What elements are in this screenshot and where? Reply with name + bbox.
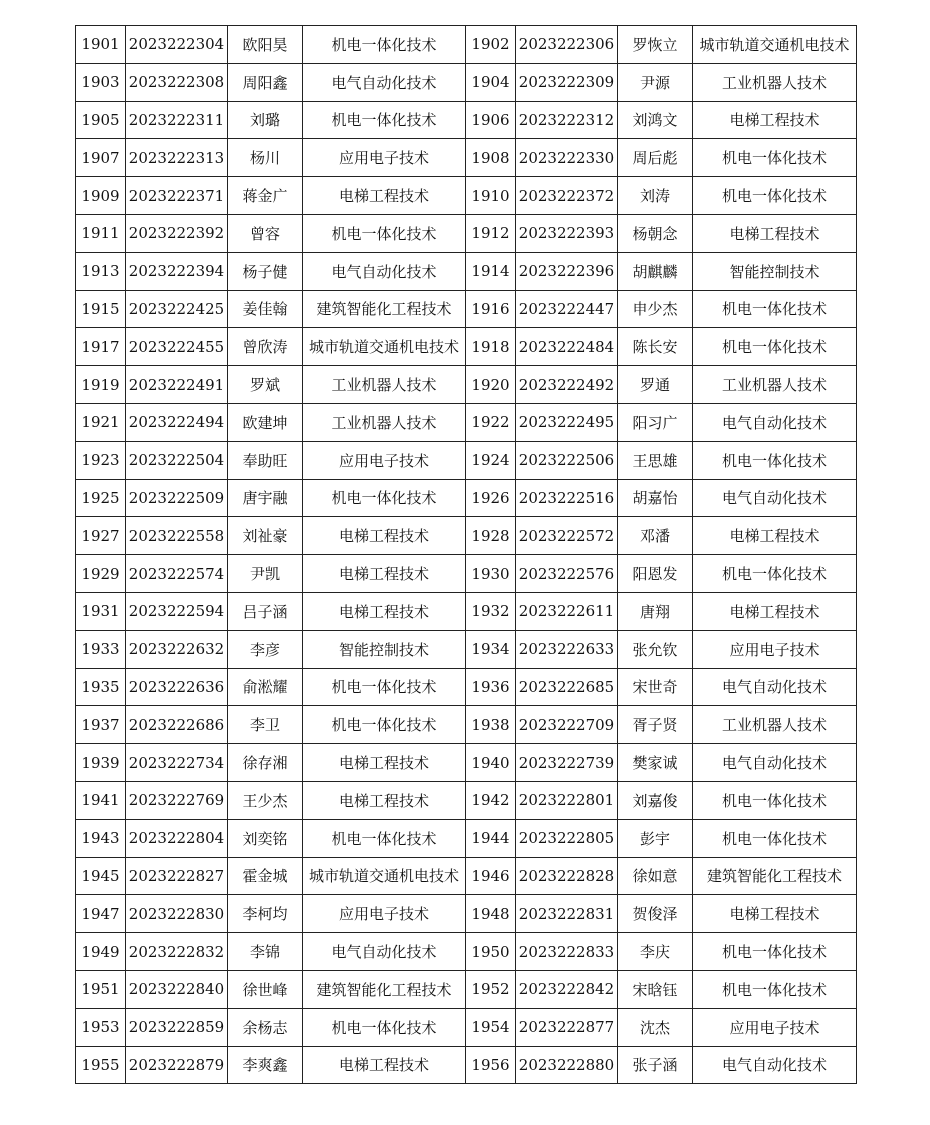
student-id-cell: 2023222632 xyxy=(126,630,228,668)
sequence-number-cell: 1901 xyxy=(76,26,126,64)
student-id-cell: 2023222455 xyxy=(126,328,228,366)
sequence-number-cell: 1921 xyxy=(76,403,126,441)
sequence-number-cell: 1940 xyxy=(466,744,516,782)
major-cell: 机电一体化技术 xyxy=(693,328,857,366)
sequence-number-cell: 1947 xyxy=(76,895,126,933)
student-name-cell: 刘璐 xyxy=(228,101,303,139)
table-row xyxy=(76,517,857,555)
sequence-number-cell: 1952 xyxy=(466,970,516,1008)
student-name-cell: 胥子贤 xyxy=(618,706,693,744)
table-row xyxy=(76,252,857,290)
student-id-cell: 2023222633 xyxy=(516,630,618,668)
major-cell: 机电一体化技术 xyxy=(303,706,466,744)
student-id-cell: 2023222484 xyxy=(516,328,618,366)
major-cell: 电梯工程技术 xyxy=(303,555,466,593)
sequence-number-cell: 1919 xyxy=(76,366,126,404)
sequence-number-cell: 1908 xyxy=(466,139,516,177)
student-name-cell: 唐宇融 xyxy=(228,479,303,517)
student-name-cell: 王少杰 xyxy=(228,781,303,819)
student-id-cell: 2023222709 xyxy=(516,706,618,744)
table-row xyxy=(76,63,857,101)
student-name-cell: 樊家诚 xyxy=(618,744,693,782)
sequence-number-cell: 1902 xyxy=(466,26,516,64)
sequence-number-cell: 1910 xyxy=(466,177,516,215)
sequence-number-cell: 1911 xyxy=(76,214,126,252)
student-name-cell: 欧阳昊 xyxy=(228,26,303,64)
sequence-number-cell: 1918 xyxy=(466,328,516,366)
major-cell: 机电一体化技术 xyxy=(303,101,466,139)
sequence-number-cell: 1930 xyxy=(466,555,516,593)
student-id-cell: 2023222831 xyxy=(516,895,618,933)
student-id-cell: 2023222492 xyxy=(516,366,618,404)
student-name-cell: 刘嘉俊 xyxy=(618,781,693,819)
table-row xyxy=(76,819,857,857)
student-name-cell: 杨川 xyxy=(228,139,303,177)
major-cell: 应用电子技术 xyxy=(303,139,466,177)
student-name-cell: 宋晗钰 xyxy=(618,970,693,1008)
student-name-cell: 李卫 xyxy=(228,706,303,744)
student-id-cell: 2023222574 xyxy=(126,555,228,593)
student-name-cell: 罗恢立 xyxy=(618,26,693,64)
student-name-cell: 李爽鑫 xyxy=(228,1046,303,1084)
sequence-number-cell: 1923 xyxy=(76,441,126,479)
student-id-cell: 2023222804 xyxy=(126,819,228,857)
sequence-number-cell: 1927 xyxy=(76,517,126,555)
student-name-cell: 沈杰 xyxy=(618,1008,693,1046)
sequence-number-cell: 1946 xyxy=(466,857,516,895)
major-cell: 城市轨道交通机电技术 xyxy=(303,857,466,895)
sequence-number-cell: 1939 xyxy=(76,744,126,782)
student-id-cell: 2023222491 xyxy=(126,366,228,404)
student-name-cell: 尹源 xyxy=(618,63,693,101)
major-cell: 电梯工程技术 xyxy=(303,517,466,555)
major-cell: 电气自动化技术 xyxy=(303,63,466,101)
major-cell: 智能控制技术 xyxy=(693,252,857,290)
major-cell: 电气自动化技术 xyxy=(693,668,857,706)
student-name-cell: 曾容 xyxy=(228,214,303,252)
major-cell: 建筑智能化工程技术 xyxy=(303,290,466,328)
major-cell: 工业机器人技术 xyxy=(693,63,857,101)
student-roster-table xyxy=(75,25,857,1084)
sequence-number-cell: 1948 xyxy=(466,895,516,933)
student-id-cell: 2023222425 xyxy=(126,290,228,328)
student-id-cell: 2023222330 xyxy=(516,139,618,177)
sequence-number-cell: 1926 xyxy=(466,479,516,517)
major-cell: 机电一体化技术 xyxy=(303,1008,466,1046)
student-name-cell: 刘鸿文 xyxy=(618,101,693,139)
major-cell: 机电一体化技术 xyxy=(303,214,466,252)
table-row xyxy=(76,668,857,706)
student-id-cell: 2023222828 xyxy=(516,857,618,895)
student-name-cell: 奉助旺 xyxy=(228,441,303,479)
student-name-cell: 阳恩发 xyxy=(618,555,693,593)
sequence-number-cell: 1942 xyxy=(466,781,516,819)
sequence-number-cell: 1956 xyxy=(466,1046,516,1084)
table-row xyxy=(76,26,857,64)
major-cell: 机电一体化技术 xyxy=(303,479,466,517)
student-name-cell: 李柯均 xyxy=(228,895,303,933)
table-row xyxy=(76,555,857,593)
student-name-cell: 李庆 xyxy=(618,933,693,971)
student-name-cell: 宋世奇 xyxy=(618,668,693,706)
table-row xyxy=(76,1008,857,1046)
major-cell: 机电一体化技术 xyxy=(693,441,857,479)
student-id-cell: 2023222313 xyxy=(126,139,228,177)
student-name-cell: 邓潘 xyxy=(618,517,693,555)
student-id-cell: 2023222769 xyxy=(126,781,228,819)
major-cell: 电梯工程技术 xyxy=(693,895,857,933)
sequence-number-cell: 1935 xyxy=(76,668,126,706)
student-id-cell: 2023222509 xyxy=(126,479,228,517)
major-cell: 工业机器人技术 xyxy=(303,403,466,441)
student-id-cell: 2023222880 xyxy=(516,1046,618,1084)
student-name-cell: 周阳鑫 xyxy=(228,63,303,101)
roster-body xyxy=(76,26,857,1084)
sequence-number-cell: 1913 xyxy=(76,252,126,290)
table-row xyxy=(76,1046,857,1084)
student-id-cell: 2023222304 xyxy=(126,26,228,64)
major-cell: 电气自动化技术 xyxy=(303,252,466,290)
student-id-cell: 2023222734 xyxy=(126,744,228,782)
sequence-number-cell: 1950 xyxy=(466,933,516,971)
sequence-number-cell: 1924 xyxy=(466,441,516,479)
student-name-cell: 周后彪 xyxy=(618,139,693,177)
table-row xyxy=(76,857,857,895)
sequence-number-cell: 1916 xyxy=(466,290,516,328)
sequence-number-cell: 1903 xyxy=(76,63,126,101)
major-cell: 电梯工程技术 xyxy=(303,744,466,782)
major-cell: 机电一体化技术 xyxy=(693,177,857,215)
sequence-number-cell: 1932 xyxy=(466,592,516,630)
student-name-cell: 李锦 xyxy=(228,933,303,971)
student-name-cell: 尹凯 xyxy=(228,555,303,593)
student-id-cell: 2023222312 xyxy=(516,101,618,139)
sequence-number-cell: 1925 xyxy=(76,479,126,517)
table-row xyxy=(76,781,857,819)
sequence-number-cell: 1955 xyxy=(76,1046,126,1084)
major-cell: 电梯工程技术 xyxy=(303,1046,466,1084)
student-id-cell: 2023222494 xyxy=(126,403,228,441)
student-name-cell: 蒋金广 xyxy=(228,177,303,215)
student-name-cell: 申少杰 xyxy=(618,290,693,328)
sequence-number-cell: 1931 xyxy=(76,592,126,630)
sequence-number-cell: 1953 xyxy=(76,1008,126,1046)
sequence-number-cell: 1949 xyxy=(76,933,126,971)
student-id-cell: 2023222832 xyxy=(126,933,228,971)
student-id-cell: 2023222827 xyxy=(126,857,228,895)
student-name-cell: 欧建坤 xyxy=(228,403,303,441)
student-id-cell: 2023222859 xyxy=(126,1008,228,1046)
sequence-number-cell: 1945 xyxy=(76,857,126,895)
major-cell: 电梯工程技术 xyxy=(693,517,857,555)
major-cell: 机电一体化技术 xyxy=(693,933,857,971)
table-row xyxy=(76,139,857,177)
sequence-number-cell: 1917 xyxy=(76,328,126,366)
student-name-cell: 杨子健 xyxy=(228,252,303,290)
student-id-cell: 2023222611 xyxy=(516,592,618,630)
student-name-cell: 吕子涵 xyxy=(228,592,303,630)
student-id-cell: 2023222308 xyxy=(126,63,228,101)
table-row xyxy=(76,744,857,782)
major-cell: 应用电子技术 xyxy=(303,441,466,479)
student-id-cell: 2023222372 xyxy=(516,177,618,215)
major-cell: 工业机器人技术 xyxy=(303,366,466,404)
student-id-cell: 2023222877 xyxy=(516,1008,618,1046)
student-id-cell: 2023222306 xyxy=(516,26,618,64)
table-row xyxy=(76,366,857,404)
table-row xyxy=(76,177,857,215)
sequence-number-cell: 1907 xyxy=(76,139,126,177)
major-cell: 机电一体化技术 xyxy=(303,668,466,706)
student-name-cell: 王思雄 xyxy=(618,441,693,479)
sequence-number-cell: 1941 xyxy=(76,781,126,819)
major-cell: 机电一体化技术 xyxy=(693,819,857,857)
student-id-cell: 2023222830 xyxy=(126,895,228,933)
major-cell: 机电一体化技术 xyxy=(303,26,466,64)
sequence-number-cell: 1943 xyxy=(76,819,126,857)
student-id-cell: 2023222396 xyxy=(516,252,618,290)
major-cell: 电梯工程技术 xyxy=(303,781,466,819)
student-id-cell: 2023222833 xyxy=(516,933,618,971)
table-row xyxy=(76,479,857,517)
major-cell: 建筑智能化工程技术 xyxy=(693,857,857,895)
major-cell: 电气自动化技术 xyxy=(693,403,857,441)
sequence-number-cell: 1905 xyxy=(76,101,126,139)
student-name-cell: 俞淞耀 xyxy=(228,668,303,706)
sequence-number-cell: 1915 xyxy=(76,290,126,328)
major-cell: 电气自动化技术 xyxy=(303,933,466,971)
student-name-cell: 余杨志 xyxy=(228,1008,303,1046)
student-name-cell: 彭宇 xyxy=(618,819,693,857)
table-row xyxy=(76,706,857,744)
student-name-cell: 罗通 xyxy=(618,366,693,404)
student-name-cell: 贺俊泽 xyxy=(618,895,693,933)
student-id-cell: 2023222311 xyxy=(126,101,228,139)
student-id-cell: 2023222840 xyxy=(126,970,228,1008)
major-cell: 机电一体化技术 xyxy=(693,139,857,177)
sequence-number-cell: 1938 xyxy=(466,706,516,744)
student-name-cell: 罗斌 xyxy=(228,366,303,404)
table-row xyxy=(76,933,857,971)
table-row xyxy=(76,970,857,1008)
major-cell: 应用电子技术 xyxy=(693,1008,857,1046)
student-id-cell: 2023222686 xyxy=(126,706,228,744)
major-cell: 电梯工程技术 xyxy=(693,592,857,630)
student-id-cell: 2023222504 xyxy=(126,441,228,479)
sequence-number-cell: 1929 xyxy=(76,555,126,593)
table-row xyxy=(76,328,857,366)
sequence-number-cell: 1928 xyxy=(466,517,516,555)
major-cell: 城市轨道交通机电技术 xyxy=(303,328,466,366)
major-cell: 机电一体化技术 xyxy=(693,555,857,593)
table-row xyxy=(76,441,857,479)
student-name-cell: 胡嘉怡 xyxy=(618,479,693,517)
sequence-number-cell: 1936 xyxy=(466,668,516,706)
student-id-cell: 2023222572 xyxy=(516,517,618,555)
student-name-cell: 姜佳翰 xyxy=(228,290,303,328)
table-row xyxy=(76,214,857,252)
student-name-cell: 刘奕铭 xyxy=(228,819,303,857)
major-cell: 应用电子技术 xyxy=(693,630,857,668)
major-cell: 电气自动化技术 xyxy=(693,744,857,782)
major-cell: 电气自动化技术 xyxy=(693,479,857,517)
sequence-number-cell: 1912 xyxy=(466,214,516,252)
student-name-cell: 张允钦 xyxy=(618,630,693,668)
student-id-cell: 2023222558 xyxy=(126,517,228,555)
sequence-number-cell: 1951 xyxy=(76,970,126,1008)
student-id-cell: 2023222309 xyxy=(516,63,618,101)
major-cell: 工业机器人技术 xyxy=(693,366,857,404)
student-id-cell: 2023222506 xyxy=(516,441,618,479)
student-id-cell: 2023222805 xyxy=(516,819,618,857)
student-id-cell: 2023222576 xyxy=(516,555,618,593)
major-cell: 机电一体化技术 xyxy=(693,290,857,328)
major-cell: 应用电子技术 xyxy=(303,895,466,933)
student-name-cell: 杨朝念 xyxy=(618,214,693,252)
table-row xyxy=(76,592,857,630)
student-name-cell: 阳习广 xyxy=(618,403,693,441)
student-name-cell: 胡麒麟 xyxy=(618,252,693,290)
sequence-number-cell: 1954 xyxy=(466,1008,516,1046)
student-name-cell: 陈长安 xyxy=(618,328,693,366)
student-name-cell: 张子涵 xyxy=(618,1046,693,1084)
student-id-cell: 2023222636 xyxy=(126,668,228,706)
table-row xyxy=(76,101,857,139)
major-cell: 电梯工程技术 xyxy=(693,101,857,139)
major-cell: 电梯工程技术 xyxy=(693,214,857,252)
student-id-cell: 2023222801 xyxy=(516,781,618,819)
sequence-number-cell: 1934 xyxy=(466,630,516,668)
student-name-cell: 曾欣涛 xyxy=(228,328,303,366)
student-id-cell: 2023222447 xyxy=(516,290,618,328)
student-id-cell: 2023222685 xyxy=(516,668,618,706)
table-row xyxy=(76,290,857,328)
major-cell: 机电一体化技术 xyxy=(693,970,857,1008)
student-name-cell: 徐世峰 xyxy=(228,970,303,1008)
student-name-cell: 刘涛 xyxy=(618,177,693,215)
student-id-cell: 2023222516 xyxy=(516,479,618,517)
major-cell: 机电一体化技术 xyxy=(693,781,857,819)
major-cell: 智能控制技术 xyxy=(303,630,466,668)
student-id-cell: 2023222393 xyxy=(516,214,618,252)
sequence-number-cell: 1906 xyxy=(466,101,516,139)
student-id-cell: 2023222371 xyxy=(126,177,228,215)
table-row xyxy=(76,403,857,441)
table-row xyxy=(76,630,857,668)
sequence-number-cell: 1922 xyxy=(466,403,516,441)
major-cell: 电气自动化技术 xyxy=(693,1046,857,1084)
sequence-number-cell: 1937 xyxy=(76,706,126,744)
student-id-cell: 2023222594 xyxy=(126,592,228,630)
student-id-cell: 2023222879 xyxy=(126,1046,228,1084)
sequence-number-cell: 1909 xyxy=(76,177,126,215)
student-id-cell: 2023222842 xyxy=(516,970,618,1008)
student-name-cell: 刘祉豪 xyxy=(228,517,303,555)
table-row xyxy=(76,895,857,933)
student-name-cell: 徐如意 xyxy=(618,857,693,895)
major-cell: 电梯工程技术 xyxy=(303,592,466,630)
student-id-cell: 2023222739 xyxy=(516,744,618,782)
sequence-number-cell: 1920 xyxy=(466,366,516,404)
major-cell: 电梯工程技术 xyxy=(303,177,466,215)
major-cell: 机电一体化技术 xyxy=(303,819,466,857)
major-cell: 工业机器人技术 xyxy=(693,706,857,744)
student-name-cell: 李彦 xyxy=(228,630,303,668)
student-id-cell: 2023222495 xyxy=(516,403,618,441)
sequence-number-cell: 1904 xyxy=(466,63,516,101)
student-id-cell: 2023222392 xyxy=(126,214,228,252)
major-cell: 建筑智能化工程技术 xyxy=(303,970,466,1008)
sequence-number-cell: 1914 xyxy=(466,252,516,290)
sequence-number-cell: 1944 xyxy=(466,819,516,857)
student-name-cell: 唐翔 xyxy=(618,592,693,630)
student-id-cell: 2023222394 xyxy=(126,252,228,290)
major-cell: 城市轨道交通机电技术 xyxy=(693,26,857,64)
sequence-number-cell: 1933 xyxy=(76,630,126,668)
student-name-cell: 徐存湘 xyxy=(228,744,303,782)
student-name-cell: 霍金城 xyxy=(228,857,303,895)
